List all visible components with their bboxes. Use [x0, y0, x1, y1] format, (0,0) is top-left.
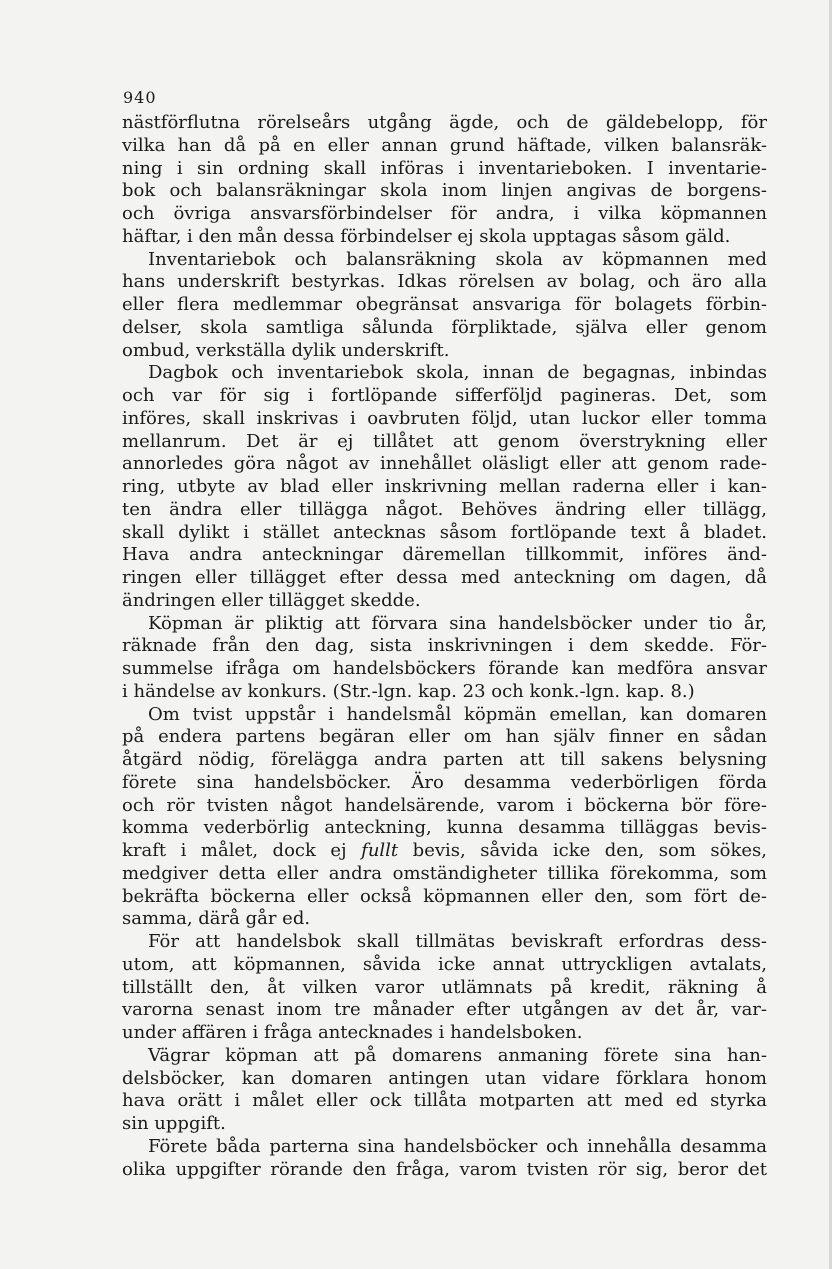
- text-segment: bevis, såvida icke den, som sökes,: [398, 840, 768, 861]
- text-line: och var för sig i fortlöpande sifferföljd pagineras. Det, som: [122, 385, 767, 406]
- text-line: delser, skola samtliga sålunda förpliktade, själva eller genom: [122, 316, 767, 338]
- text-line: För att handelsbok skall tillmätas beviskraft erfordras dess-: [148, 931, 767, 952]
- text-line: skall dylikt i stället antecknas såsom fortlöpande text å bladet.: [122, 521, 767, 543]
- text-line: delsböcker, kan domaren antingen utan vidare förklara honom: [122, 1067, 767, 1089]
- text-line: vilka han då på en eller annan grund häftade, vilken balansräk-: [122, 134, 767, 156]
- text-line: Hava andra anteckningar däremellan tillkommit, införes änd-: [122, 544, 767, 566]
- text-line: summelse ifråga om handelsböckers förande kan medföra ansvar: [122, 658, 767, 679]
- text-line: och rör tvisten något handelsärende, varom i böckerna bör före-: [122, 794, 767, 816]
- text-line: [122, 840, 767, 863]
- text-line: bok och balansräkningar skola inom linjen angivas de borgens-: [122, 180, 767, 202]
- text-line: Förete båda parterna sina handelsböcker och innehålla desamma: [148, 1135, 767, 1157]
- text-line: annorledes göra något av innehållet oläsligt eller att genom rade-: [122, 453, 767, 475]
- text-line: hava orätt i målet eller ock tillåta motparten att med ed styrka: [122, 1090, 767, 1112]
- text-line: hans underskrift bestyrkas. Idkas rörelsen av bolag, och äro alla: [122, 271, 767, 293]
- text-line: Dagbok och inventariebok skola, innan de begagnas, inbindas: [148, 362, 767, 384]
- text-line: i händelse av konkurs. (Str.-lgn. kap. 23 och konk.-lgn. kap. 8.): [122, 680, 695, 702]
- text-line: ning i sin ordning skall införas i inventarieboken. I inventarie-: [122, 157, 767, 179]
- text-line: Vägrar köpman att på domarens anmaning förete sina han-: [148, 1044, 767, 1066]
- emphasis-text: fullt: [361, 840, 399, 861]
- text-line: Om tvist uppstår i handelsmål köpmän emellan, kan domaren: [148, 703, 767, 725]
- text-line: sin uppgift.: [122, 1113, 226, 1134]
- text-line: ombud, verkställa dylik underskrift.: [122, 339, 450, 361]
- text-line: förete sina handelsböcker. Äro desamma vederbörligen förda: [122, 771, 767, 793]
- text-line: på endera partens begäran eller om han själv finner en sådan: [122, 726, 767, 748]
- text-line: räknade från den dag, sista inskrivningen i dem skedde. För-: [122, 635, 767, 657]
- text-line: tillställt den, åt vilken varor utlämnats på kredit, räkning å: [122, 976, 767, 998]
- text-line: eller flera medlemmar obegränsat ansvariga för bolagets förbin-: [122, 294, 767, 315]
- text-line: Köpman är pliktig att förvara sina handelsböcker under tio år,: [148, 612, 767, 634]
- text-line: utom, att köpmannen, såvida icke annat uttryckligen avtalats,: [122, 953, 767, 975]
- text-line: ringen eller tillägget efter dessa med anteckning om dagen, då: [122, 567, 767, 588]
- text-line: bekräfta böckerna eller också köpmannen eller den, som fört de-: [122, 885, 767, 907]
- text-segment: kraft i målet, dock ej: [122, 840, 362, 861]
- text-line: mellanrum. Det är ej tillåtet att genom överstrykning eller: [122, 430, 767, 452]
- body-text: [122, 112, 767, 1181]
- text-line: åtgärd nödig, förelägga andra parten att till sakens belysning: [122, 749, 767, 770]
- text-line: ring, utbyte av blad eller inskrivning mellan raderna eller i kan-: [122, 476, 767, 497]
- text-line: nästförflutna rörelseårs utgång ägde, och de gäldebelopp, för: [122, 112, 767, 133]
- text-line: ten ändra eller tillägga något. Behöves ändring eller tillägg,: [122, 498, 767, 520]
- text-line: ändringen eller tillägget skedde.: [122, 589, 421, 611]
- text-line: samma, därå går ed.: [122, 908, 311, 930]
- page-number: 940: [123, 88, 157, 107]
- text-line: medgiver detta eller andra omständigheter tillika förekomma, som: [122, 862, 767, 884]
- text-line: häftar, i den mån dessa förbindelser ej skola upptagas såsom gäld.: [122, 225, 731, 247]
- text-line: varorna senast inom tre månader efter utgången av det år, var-: [122, 999, 767, 1021]
- text-line: Inventariebok och balansräkning skola av köpmannen med: [148, 248, 767, 270]
- text-line: och övriga ansvarsförbindelser för andra, i vilka köpmannen: [122, 203, 767, 224]
- text-line: införes, skall inskrivas i oavbruten följd, utan luckor eller tomma: [122, 407, 767, 429]
- text-line: olika uppgifter rörande den fråga, varom tvisten rör sig, beror det: [122, 1158, 767, 1180]
- text-line: komma vederbörlig anteckning, kunna desamma tilläggas bevis-: [122, 817, 767, 839]
- text-line: under affären i fråga antecknades i handelsboken.: [122, 1022, 583, 1043]
